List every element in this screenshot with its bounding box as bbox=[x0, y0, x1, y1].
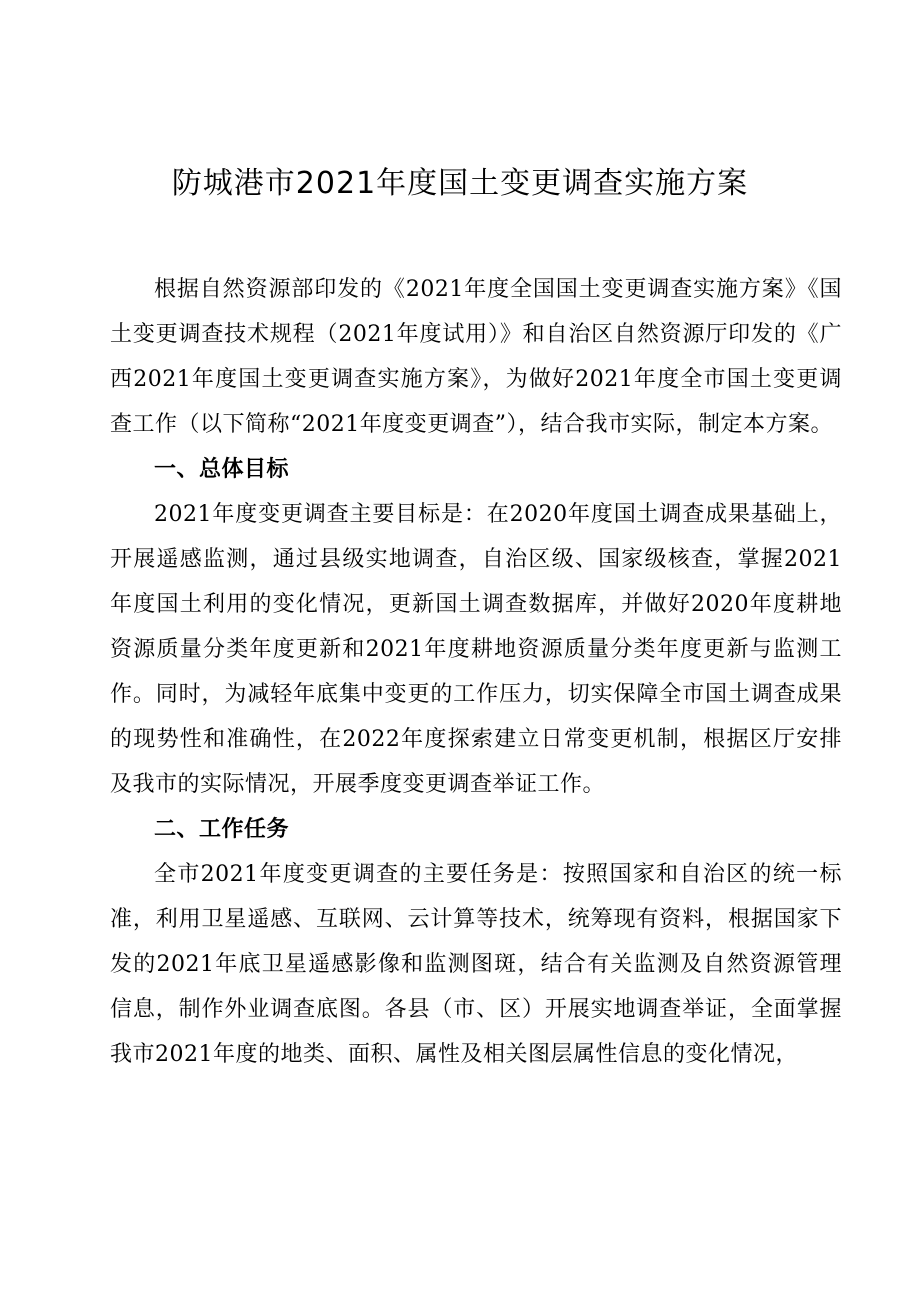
section-text-overall-goal: 2021年度变更调查主要目标是：在2020年度国土调查成果基础上，开展遥感监测，通过县级实地调查，自治区级、国家级核查，掌握2021年度国土利用的变化情况，更新国土调查数据库，并做好2020年度耕地资源质量分类年度更新和2021年度耕地资源质量分类年度更新与监测工作。同时，为减轻年底集中变更的工作压力，切实保障全市国土调查成果的现势性和准确性，在2022年度探索建立日常变更机制，根据区厅安排及我市的实际情况，开展季度变更调查举证工作。 bbox=[110, 502, 842, 797]
intro-paragraph: 根据自然资源部印发的《2021年度全国国土变更调查实施方案》《国土变更调查技术规程（2021年度试用）》和自治区自然资源厅印发的《广西2021年度国土变更调查实施方案》，为做好2021年度全市国土变更调查工作（以下简称“2021年度变更调查”），结合我市实际，制定本方案。 bbox=[110, 277, 842, 437]
section-heading-work-tasks: 二、工作任务 bbox=[154, 817, 290, 842]
section-text-work-tasks: 全市2021年度变更调查的主要任务是：按照国家和自治区的统一标准，利用卫星遥感、互联网、云计算等技术，统筹现有资料，根据国家下发的2021年底卫星遥感影像和监测图斑，结合有关监测及自然资源管理信息，制作外业调查底图。各县（市、区）开展实地调查举证，全面掌握我市2021年度的地类、面积、属性及相关图层属性信息的变化情况， bbox=[110, 862, 842, 1067]
document-body bbox=[110, 267, 842, 1077]
document-title: 防城港市2021年度国土变更调查实施方案 bbox=[171, 166, 749, 201]
section-heading-overall-goal: 一、总体目标 bbox=[154, 457, 290, 482]
